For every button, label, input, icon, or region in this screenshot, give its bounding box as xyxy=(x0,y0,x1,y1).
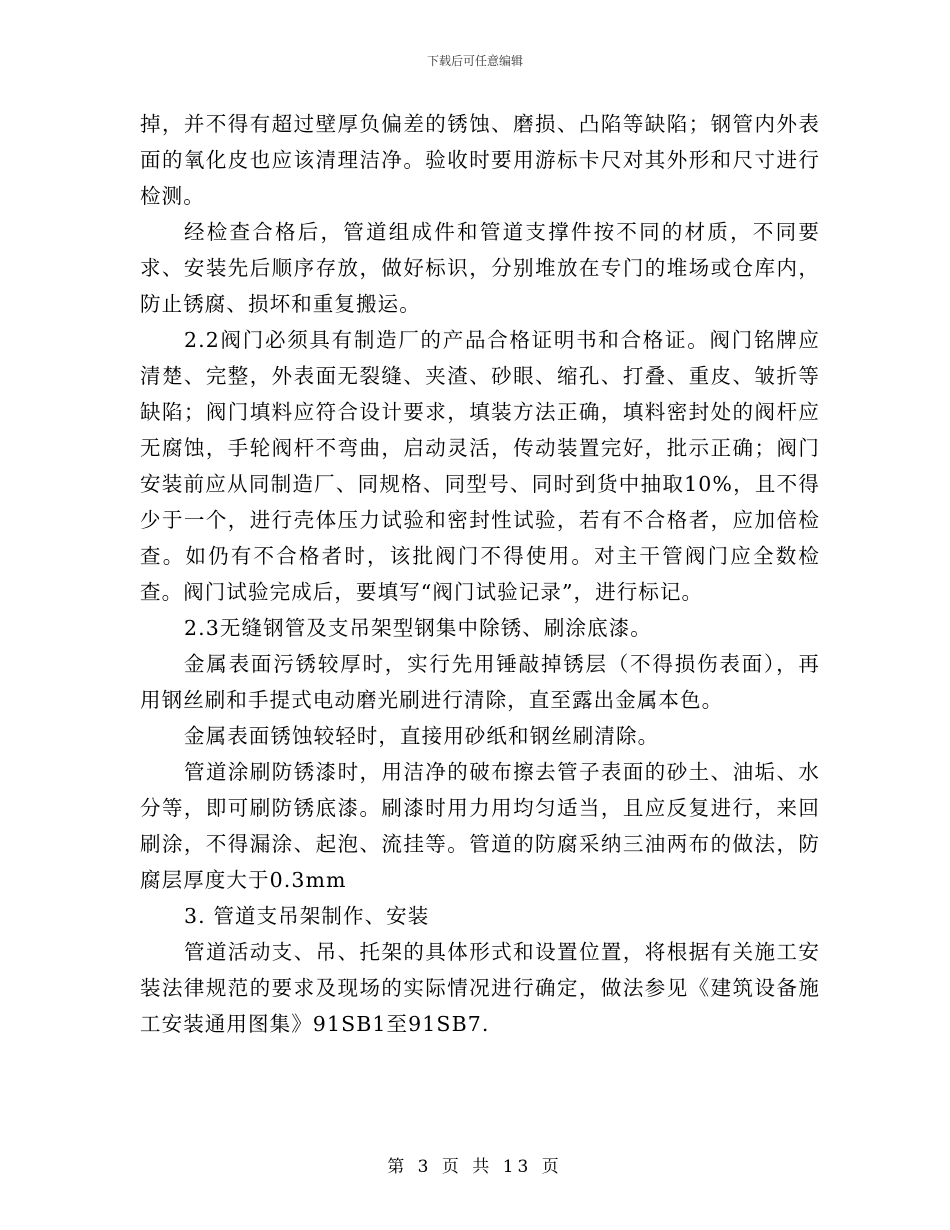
paragraph-rust-removal-heading: 2.3无缝钢管及支吊架型钢集中除锈、刷涂底漆。 xyxy=(184,616,652,640)
document-body xyxy=(140,106,820,1042)
paragraph-supports: 管道活动支、吊、托架的具体形式和设置位置，将根据有关施工安装法律规范的要求及现场的实际情况进行确定，做法参见《建筑设备施工安装通用图集》91SB1至91SB7. xyxy=(140,940,820,1036)
page-footer: 第 3 页 共 13 页 xyxy=(387,1157,563,1177)
section-heading-supports: 3. 管道支吊架制作、安装 xyxy=(184,904,430,928)
paragraph-storage: 经检查合格后，管道组成件和管道支撑件按不同的材质，不同要求、安装先后顺序存放，做好标识，分别堆放在专门的堆场或仓库内，防止锈腐、损坏和重复搬运。 xyxy=(140,220,820,316)
paragraph-light-rust: 金属表面锈蚀较轻时，直接用砂纸和钢丝刷清除。 xyxy=(184,724,660,748)
paragraph-pipe-inspection: 掉，并不得有超过壁厚负偏差的锈蚀、磨损、凸陷等缺陷；钢管内外表面的氧化皮也应该清理洁净。验收时要用游标卡尺对其外形和尺寸进行检测。 xyxy=(140,112,820,208)
page-header: 下载后可任意编辑 xyxy=(426,54,523,68)
paragraph-heavy-rust: 金属表面污锈较厚时，实行先用锤敲掉锈层（不得损伤表面），再用钢丝刷和手提式电动磨光刷进行清除，直至露出金属本色。 xyxy=(140,652,820,712)
paragraph-painting: 管道涂刷防锈漆时，用洁净的破布擦去管子表面的砂土、油垢、水分等，即可刷防锈底漆。刷漆时用力用均匀适当，且应反复进行，来回刷涂，不得漏涂、起泡、流挂等。管道的防腐采纳三油两布的做法，防腐层厚度大于0.3mm xyxy=(140,760,820,892)
paragraph-valve-requirements: 2.2阀门必须具有制造厂的产品合格证明书和合格证。阀门铭牌应清楚、完整，外表面无裂缝、夹渣、砂眼、缩孔、打叠、重皮、皱折等缺陷；阀门填料应符合设计要求，填装方法正确，填料密封处的阀杆应无腐蚀，手轮阀杆不弯曲，启动灵活，传动装置完好，批示正确；阀门安装前应从同制造厂、同规格、同型号、同时到货中抽取10%，且不得少于一个，进行壳体压力试验和密封性试验，若有不合格者，应加倍检查。如仍有不合格者时，该批阀门不得使用。对主干管阀门应全数检查。阀门试验完成后，要填写“阀门试验记录”，进行标记。 xyxy=(140,328,820,604)
